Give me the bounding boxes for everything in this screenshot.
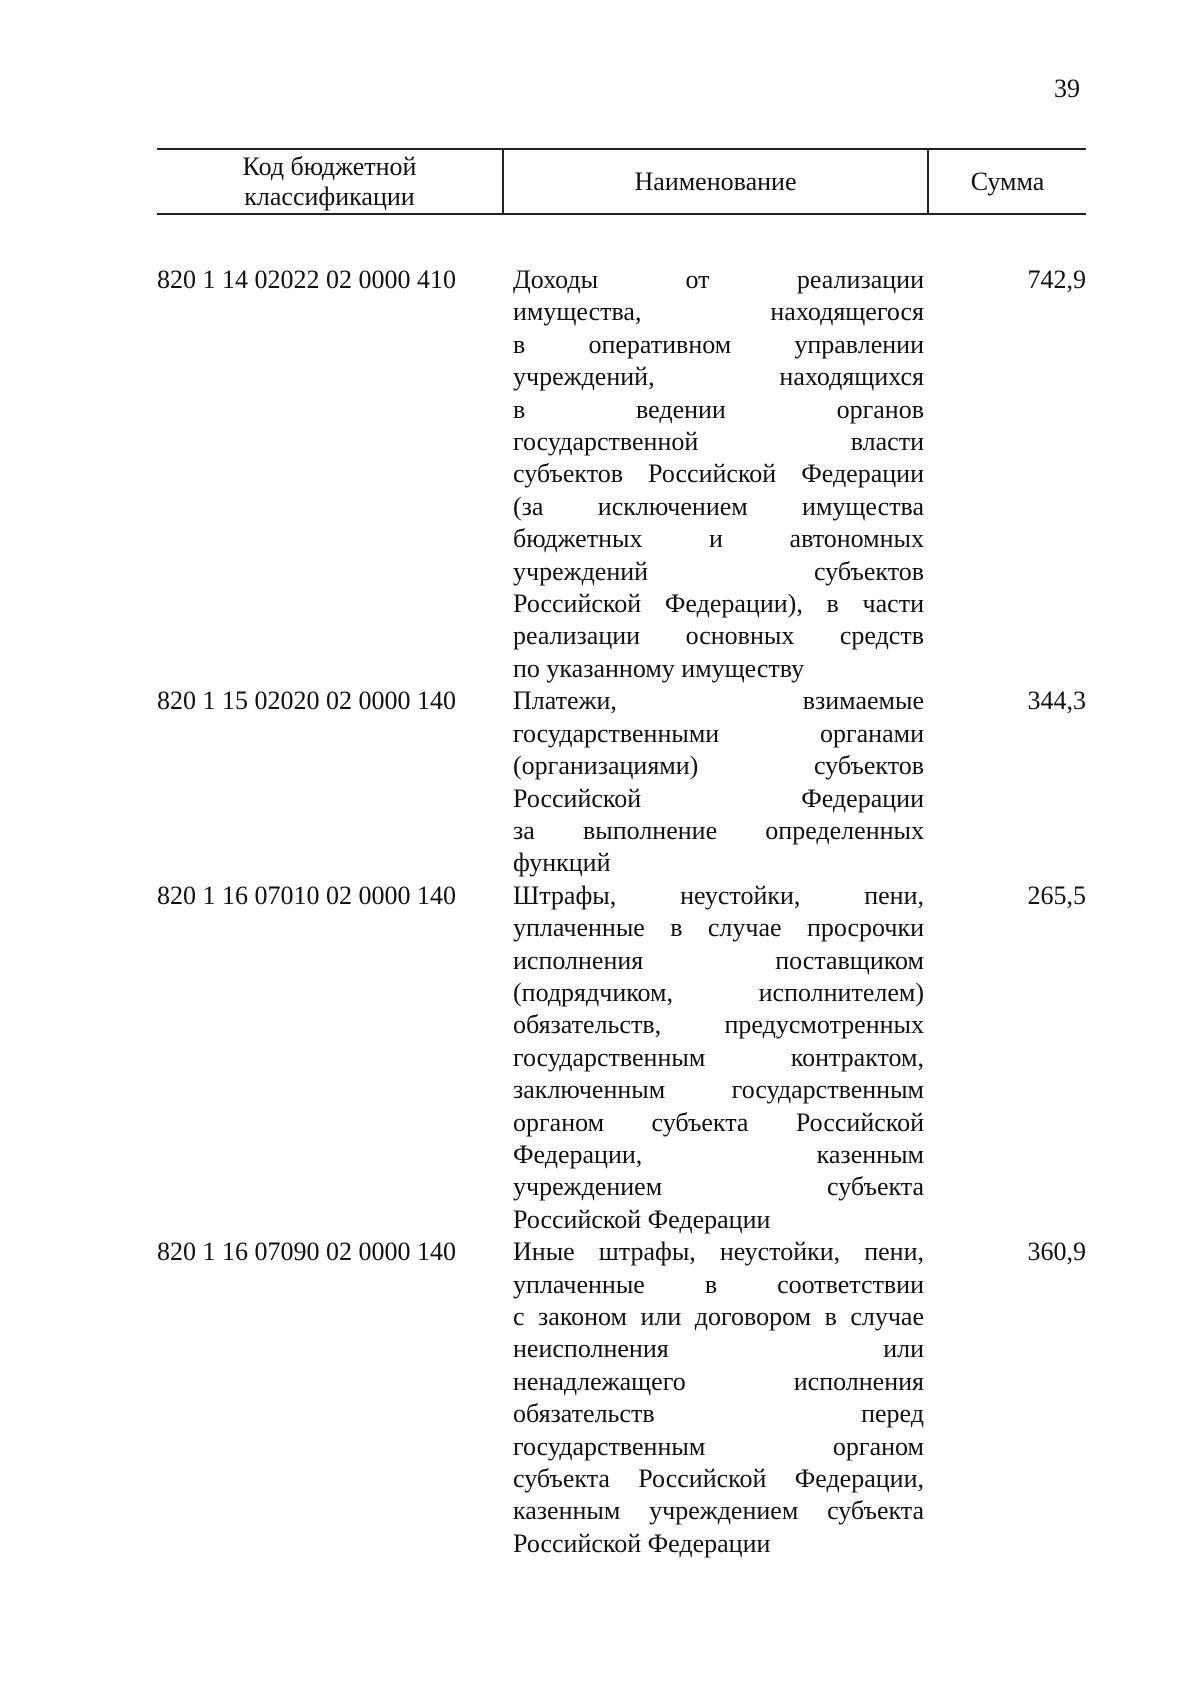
row-code: 820 1 15 02020 02 0000 140 [157, 686, 456, 716]
table-row [157, 880, 1086, 1236]
row-name-line: Штрафы, неустойки, пени, [513, 880, 924, 910]
row-name-line: органом субъекта Российской [513, 1107, 924, 1137]
row-name-line: с законом или договором в случае [513, 1302, 924, 1331]
row-name-line: исполнения поставщиком [513, 945, 924, 975]
row-name-line: государственной власти [513, 427, 924, 457]
row-name [513, 264, 924, 685]
row-name-line: Иные штрафы, неустойки, пени, [513, 1237, 924, 1267]
row-name-line: неисполнения или [513, 1334, 924, 1364]
row-sum: 344,3 [1027, 686, 1086, 716]
row-name-line: казенным учреждением субъекта [513, 1496, 924, 1526]
row-name-line: ненадлежащего исполнения [513, 1366, 924, 1396]
row-sum: 360,9 [1027, 1237, 1086, 1267]
row-name-line: субъектов Российской Федерации [513, 459, 924, 489]
row-name-line: в ведении органов [513, 394, 924, 424]
row-name [513, 685, 924, 879]
row-name-line: в оперативном управлении [513, 329, 924, 359]
row-name [513, 1236, 924, 1560]
header-name: Наименование [502, 150, 929, 213]
row-name-line: функций [513, 848, 611, 878]
row-name-line: Платежи, взимаемые [513, 686, 924, 716]
table-row [157, 685, 1086, 879]
row-name-line: реализации основных средств [513, 621, 924, 651]
row-code: 820 1 14 02022 02 0000 410 [157, 265, 456, 294]
row-code: 820 1 16 07090 02 0000 140 [157, 1237, 456, 1267]
row-name-line: субъекта Российской Федерации, [513, 1464, 924, 1494]
page-number: 39 [1054, 74, 1080, 103]
row-name-line: Российской Федерации [513, 1204, 771, 1234]
row-name-line: уплаченные в случае просрочки [513, 913, 924, 943]
row-name-line: (подрядчиком, исполнителем) [513, 977, 924, 1007]
row-sum: 742,9 [1027, 265, 1086, 294]
row-name-line: учреждений, находящихся [513, 362, 924, 392]
table-header [157, 148, 1086, 215]
row-name-line: Российской Федерации [513, 783, 924, 813]
row-name-line: за выполнение определенных [513, 815, 924, 845]
row-name-line: имущества, находящегося [513, 297, 924, 327]
row-name-line: Доходы от реализации [513, 265, 924, 294]
row-name-line: (организациями) субъектов [513, 751, 924, 781]
header-sum: Сумма [970, 166, 1045, 196]
row-name-line: Федерации, казенным [513, 1139, 924, 1169]
row-name-line: Российской Федерации), в части [513, 589, 924, 619]
row-name-line: бюджетных и автономных [513, 524, 924, 554]
row-name-line: по указанному имуществу [513, 653, 805, 683]
row-name-line: государственным органом [513, 1431, 924, 1461]
row-name-line: государственным контрактом, [513, 1042, 924, 1072]
row-name-line: учреждений субъектов [513, 556, 924, 586]
row-name [513, 880, 924, 1236]
row-name-line: обязательств, предусмотренных [513, 1010, 924, 1040]
row-name-line: Российской Федерации [513, 1528, 771, 1558]
row-name-line: уплаченные в соответствии [513, 1269, 924, 1299]
table-body [157, 264, 1086, 1560]
table-row [157, 1236, 1086, 1560]
row-code: 820 1 16 07010 02 0000 140 [157, 880, 456, 910]
table-row [157, 264, 1086, 685]
row-name-line: государственными органами [513, 718, 924, 748]
header-code: Код бюджетной классификации [242, 151, 417, 211]
row-name-line: (за исключением имущества [513, 491, 924, 521]
row-name-line: заключенным государственным [513, 1075, 924, 1105]
row-name-line: учреждением субъекта [513, 1172, 924, 1202]
row-sum: 265,5 [1027, 880, 1086, 910]
row-name-line: обязательств перед [513, 1399, 924, 1429]
